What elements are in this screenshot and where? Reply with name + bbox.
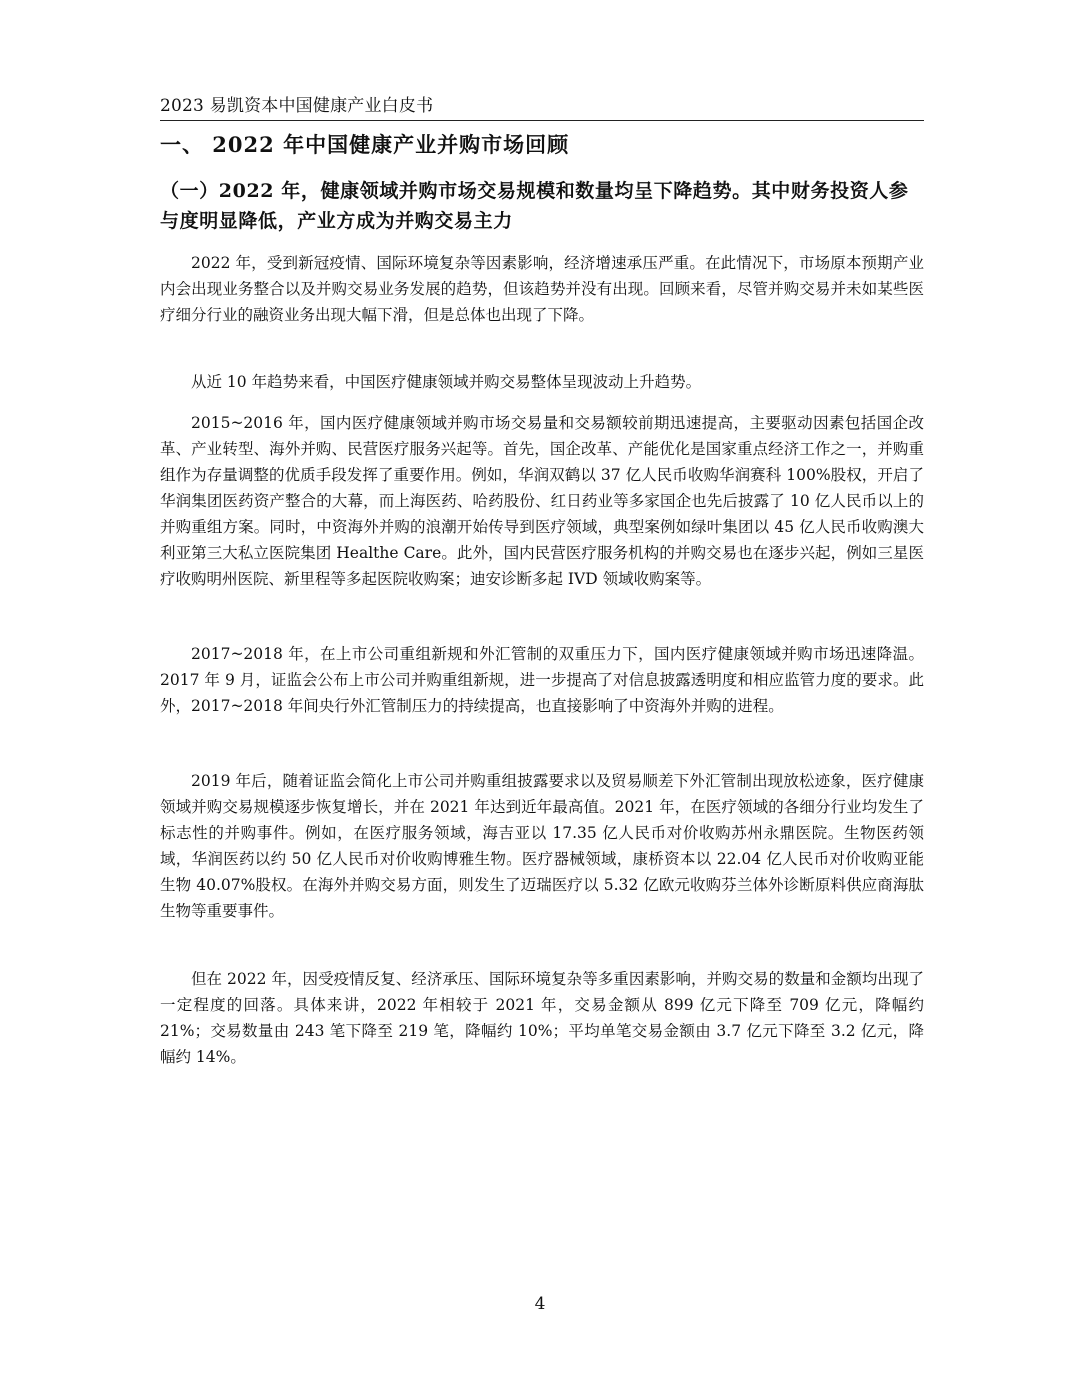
paragraph: 2017~2018 年，在上市公司重组新规和外汇管制的双重压力下，国内医疗健康领域并购市场迅速降温。2017 年 9 月，证监会公布上市公司并购重组新规，进一步提高了对信息披露透明度和相应监管力度的要求。此外，2017~2018 年间央行外汇管制压力的持续提高，也直接影响了中资海外并购的进程。 (160, 645, 924, 715)
page-header (160, 90, 924, 121)
paragraph: 2019 年后，随着证监会简化上市公司并购重组披露要求以及贸易顺差下外汇管制出现放松迹象，医疗健康领域并购交易规模逐步恢复增长，并在 2021 年达到近年最高值。2021 年，在医疗领域的各细分行业均发生了标志性的并购事件。例如，在医疗服务领域，海吉亚以 17.35 亿人民币对价收购苏州永鼎医院。生物医药领域，华润医药以约 50 亿人民币对价收购博雅生物。医疗器械领域，康桥资本以 22.04 亿人民币对价收购亚能生物 40.07%股权。在海外并购交易方面，则发生了迈瑞医疗以 5.32 亿欧元收购芬兰体外诊断原料供应商海肽生物等重要事件。 (160, 772, 924, 920)
page-number: 4 (534, 1294, 546, 1314)
paragraph: 2022 年，受到新冠疫情、国际环境复杂等因素影响，经济增速承压严重。在此情况下，市场原本预期产业内会出现业务整合以及并购交易业务发展的趋势，但该趋势并没有出现。回顾来看，尽管并购交易并未如某些医疗细分行业的融资业务出现大幅下滑，但是总体也出现了下降。 (160, 254, 924, 324)
header-title: 2023 易凯资本中国健康产业白皮书 (160, 96, 434, 116)
paragraph: 2015~2016 年，国内医疗健康领域并购市场交易量和交易额较前期迅速提高，主要驱动因素包括国企改革、产业转型、海外并购、民营医疗服务兴起等。首先，国企改革、产能优化是国家重点经济工作之一，并购重组作为存量调整的优质手段发挥了重要作用。例如，华润双鹤以 37 亿人民币收购华润赛科 100%股权，开启了华润集团医药资产整合的大幕，而上海医药、哈药股份、红日药业等多家国企也先后披露了 10 亿人民币以上的并购重组方案。同时，中资海外并购的浪潮开始传导到医疗领域，典型案例如绿叶集团以 45 亿人民币收购澳大利亚第三大私立医院集团 Healthe Care。此外，国内民营医疗服务机构的并购交易也在逐步兴起，例如三星医疗收购明州医院、新里程等多起医院收购案；迪安诊断多起 IVD 领域收购案等。 (160, 414, 924, 588)
section-title: 一、 2022 年中国健康产业并购市场回顾 (160, 132, 570, 157)
paragraph: 从近 10 年趋势来看，中国医疗健康领域并购交易整体呈现波动上升趋势。 (191, 373, 702, 391)
subsection-title: （一）2022 年，健康领域并购市场交易规模和数量均呈下降趋势。其中财务投资人参与度明显降低，产业方成为并购交易主力 (160, 180, 909, 232)
paragraph: 但在 2022 年，因受疫情反复、经济承压、国际环境复杂等多重因素影响，并购交易的数量和金额均出现了一定程度的回落。具体来讲，2022 年相较于 2021 年，交易金额从 899 亿元下降至 709 亿元，降幅约 21%；交易数量由 243 笔下降至 219 笔，降幅约 10%；平均单笔交易金额由 3.7 亿元下降至 3.2 亿元，降幅约 14%。 (160, 970, 924, 1066)
